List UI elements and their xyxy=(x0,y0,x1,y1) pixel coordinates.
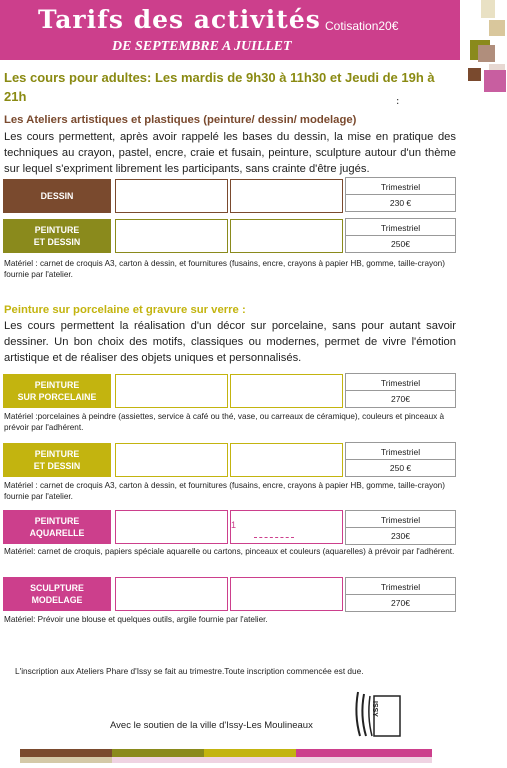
issy-logo xyxy=(350,690,410,740)
intro-colon: : xyxy=(396,96,400,107)
dashed-line xyxy=(254,537,294,538)
price-box-aquarelle xyxy=(345,510,456,545)
price-box-sculpture xyxy=(345,577,456,612)
slot-1 xyxy=(115,179,228,213)
period-label: Trimestriel xyxy=(346,580,455,595)
material-note-5: Matériel: Prévoir une blouse et quelques outils, argile fournie par l'atelier. xyxy=(4,615,268,624)
slot-2 xyxy=(230,577,343,611)
section1-heading: Les Ateliers artistiques et plastiques (peinture/ dessin/ modelage) xyxy=(4,114,357,126)
section1-paragraph: Les cours permettent, après avoir rappelé les bases du dessin, la mise en pratique des techniques au crayon, pastel, encre, craie et fusain, peinture, sculpture autour d'un thème sur lequel s'expriment librement les participants, sans crainte d'être jugés. xyxy=(4,131,456,175)
slot-2 xyxy=(230,374,343,408)
soutien-text: Avec le soutien de la ville d'Issy-Les Moulineaux xyxy=(110,720,313,731)
row-label-porcelaine: PEINTURE SUR PORCELAINE xyxy=(3,374,111,408)
period-label: Trimestriel xyxy=(346,513,455,528)
price-box-porcelaine xyxy=(345,373,456,408)
page-title: Tarifs des activités xyxy=(38,5,321,34)
inscription-note: L'inscription aux Ateliers Phare d'Issy se fait au trimestre.Toute inscription commencée est due. xyxy=(15,666,364,676)
cotisation-label: Cotisation20€ xyxy=(325,19,399,33)
slot-1 xyxy=(115,577,228,611)
slot-1 xyxy=(115,219,228,253)
section2-paragraph: Les cours permettent la réalisation d'un décor sur porcelaine, sans pour autant savoir dessiner. Un bon choix des motifs, classiques ou modernes, permet de vivre l'émotion artistique et de réaliser des objets uniques et personnalisés. xyxy=(4,320,456,364)
slot-2 xyxy=(230,179,343,213)
slot-2 xyxy=(230,510,343,544)
period-label: Trimestriel xyxy=(346,376,455,391)
intro-line-1: Les cours pour adultes: Les mardis de 9h30 à 11h30 et Jeudi de 19h à xyxy=(4,70,435,85)
price-value: 270€ xyxy=(391,598,410,608)
slot-1 xyxy=(115,510,228,544)
row-label-peinture-dessin-2: PEINTURE ET DESSIN xyxy=(3,443,111,477)
price-value: 230 € xyxy=(389,198,412,208)
price-value: 230€ xyxy=(391,531,410,541)
material-note-1: Matériel : carnet de croquis A3, carton à dessin, et fournitures (fusains, encre, crayons à papier HB, gomme, taille-crayon) fournie par l'atelier. xyxy=(4,259,445,279)
price-box-peinture-dessin-2 xyxy=(345,442,456,477)
page-subtitle: DE SEPTEMBRE A JUILLET xyxy=(112,39,292,54)
row-label-aquarelle: PEINTURE AQUARELLE xyxy=(3,510,111,544)
row-label-peinture-dessin: PEINTURE ET DESSIN xyxy=(3,219,111,253)
logo-text: ISSY xyxy=(371,701,378,717)
row-label-dessin: DESSIN xyxy=(3,179,111,213)
slot-2 xyxy=(230,443,343,477)
period-label: Trimestriel xyxy=(346,445,455,460)
slot-1 xyxy=(115,374,228,408)
price-value: 250€ xyxy=(391,239,410,249)
section2-heading: Peinture sur porcelaine et gravure sur verre : xyxy=(4,304,246,316)
price-value: 250 € xyxy=(389,463,412,473)
price-box-peinture-dessin xyxy=(345,218,456,253)
material-note-4: Matériel: carnet de croquis, papiers spéciale aquarelle ou cartons, pinceaux et couleurs (aquarelles) à prévoir par l'adhérent. xyxy=(4,547,455,556)
material-note-2: Matériel :porcelaines à peindre (assiettes, service à café ou thé, vase, ou carreaux de céramique), couleurs et pinceaux à prévoir par l'adhérent. xyxy=(4,412,445,432)
price-box-dessin xyxy=(345,177,456,212)
slot-2 xyxy=(230,219,343,253)
intro-line-2: 21h xyxy=(4,89,27,104)
price-value: 270€ xyxy=(391,394,410,404)
aquarelle-mark: 1 xyxy=(231,520,237,530)
period-label: Trimestriel xyxy=(346,180,455,195)
period-label: Trimestriel xyxy=(346,221,455,236)
material-note-3: Matériel : carnet de croquis A3, carton à dessin, et fournitures (fusains, encre, crayons à papier HB, gomme, taille-crayon) fournie par l'atelier. xyxy=(4,481,445,501)
slot-1 xyxy=(115,443,228,477)
row-label-sculpture: SCULPTURE MODELAGE xyxy=(3,577,111,611)
